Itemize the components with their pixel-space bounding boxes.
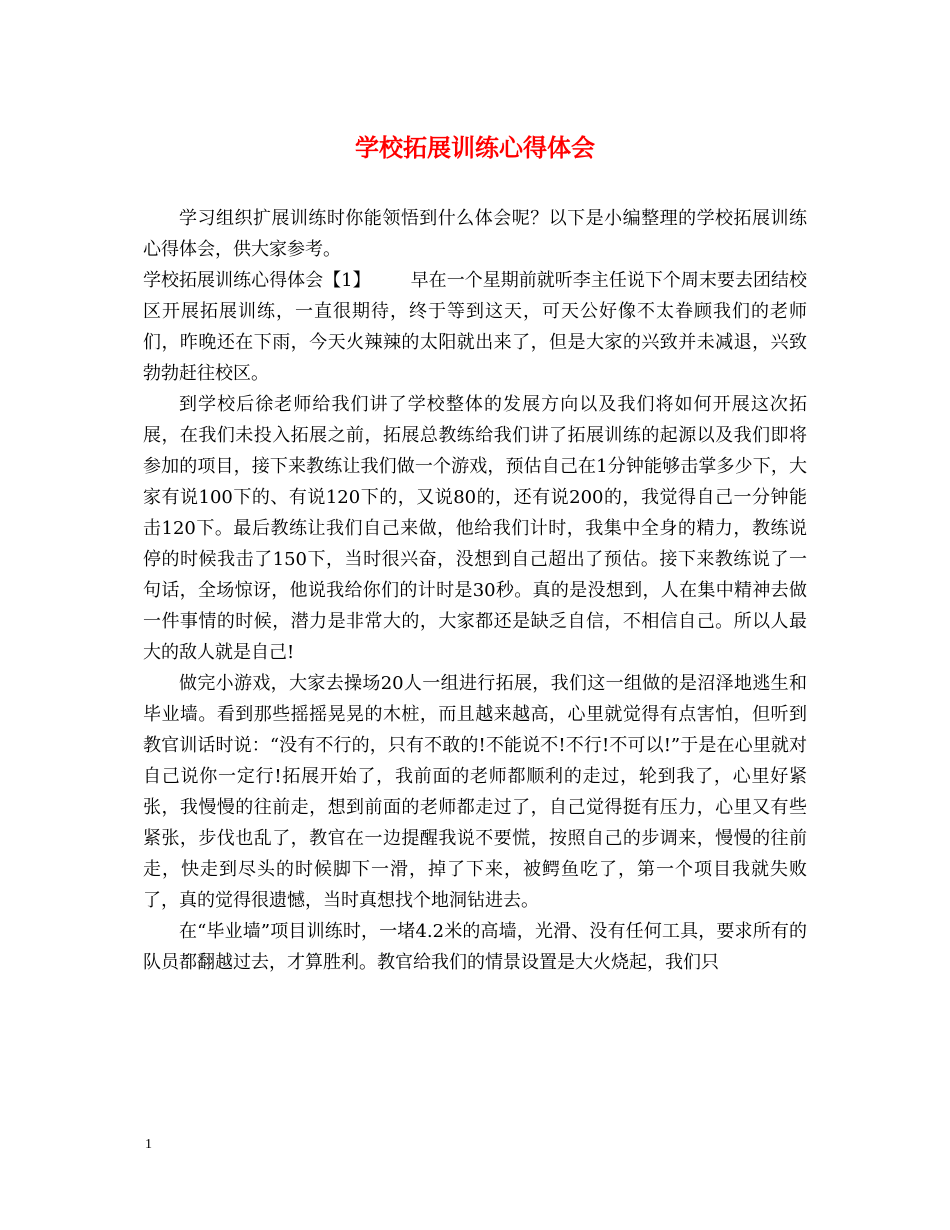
paragraph-1: 早在一个星期前就听李主任说下个周末要去团结校区开展拓展训练，一直很期待，终于等到这天，可天公好像不太眷顾我们的老师们，昨晚还在下雨，今天火辣辣的太阳就出来了，但是大家的兴致并未减退，兴致勃勃赶往校区。 [143,270,807,384]
paragraph-4: 在“毕业墙”项目训练时，一堵4.2米的高墙，光滑、没有任何工具，要求所有的队员都翻越过去，才算胜利。教官给我们的情景设置是大火烧起，我们只 [143,921,807,973]
section-1-heading: 学校拓展训练心得体会【1】 [143,270,371,291]
paragraph-2: 到学校后徐老师给我们讲了学校整体的发展方向以及我们将如何开展这次拓展，在我们未投入拓展之前，拓展总教练给我们讲了拓展训练的起源以及我们即将参加的项目，接下来教练让我们做一个游戏，预估自己在1分钟能够击掌多少下，大家有说100下的、有说120下的，又说80的，还有说200的，我觉得自己一分钟能击120下。最后教练让我们自己来做，他给我们计时，我集中全身的精力，教练说停的时候我击了150下，当时很兴奋，没想到自己超出了预估。接下来教练说了一句话，全场惊讶，他说我给你们的计时是30秒。真的是没想到，人在集中精神去做一件事情的时候，潜力是非常大的，大家都还是缺乏自信，不相信自己。所以人最大的敌人就是自己! [143,394,807,663]
intro-paragraph: 学习组织扩展训练时你能领悟到什么体会呢？以下是小编整理的学校拓展训练心得体会，供大家参考。 [143,208,807,260]
section-1-paragraph [143,265,807,389]
document-body [143,203,807,978]
paragraph-3: 做完小游戏，大家去操场20人一组进行拓展，我们这一组做的是沼泽地逃生和毕业墙。看到那些摇摇晃晃的木桩，而且越来越高，心里就觉得有点害怕，但听到教官训话时说：“没有不行的，只有不敢的!不能说不!不行!不可以!”于是在心里就对自己说你一定行!拓展开始了，我前面的老师都顺利的走过，轮到我了，心里好紧张，我慢慢的往前走，想到前面的老师都走过了，自己觉得挺有压力，心里又有些紧张，步伐也乱了，教官在一边提醒我说不要慌，按照自己的步调来，慢慢的往前走，快走到尽头的时候脚下一滑，掉了下来，被鳄鱼吃了，第一个项目我就失败了，真的觉得很遗憾，当时真想找个地洞钻进去。 [143,673,807,911]
page-number: 1 [145,1137,152,1152]
document-title: 学校拓展训练心得体会 [355,133,595,162]
